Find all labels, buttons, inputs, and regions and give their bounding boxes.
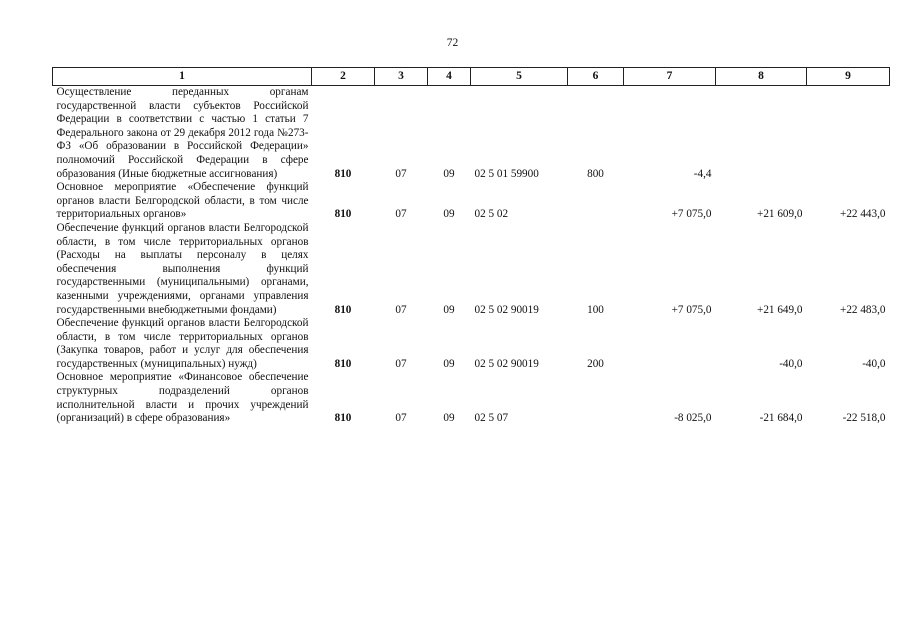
table-row xyxy=(53,86,890,182)
row-target: 02 5 02 xyxy=(474,208,509,221)
row-type: 100 xyxy=(587,303,604,316)
row-target: 02 5 07 xyxy=(474,412,509,425)
table-row xyxy=(53,222,890,317)
row-type xyxy=(568,371,624,425)
row-section: 07 xyxy=(395,167,407,180)
row-value-9: +22 483,0 xyxy=(840,303,886,316)
column-header-7: 7 xyxy=(624,68,716,86)
row-name: Обеспечение функций органов власти Белгородской области, в том числе территориальных органов (Расходы на выплаты персоналу в целях обеспечения выполнения функций государственными (муниципальными) органами, казенными учреждениями, органами управления государственными внебюджетными фондами) xyxy=(56,221,309,316)
row-section: 07 xyxy=(395,303,407,316)
row-value-8: +21 649,0 xyxy=(757,303,803,316)
row-subsection: 09 xyxy=(443,357,455,370)
row-code: 810 xyxy=(334,412,352,425)
row-value-7: +7 075,0 xyxy=(671,303,712,316)
row-value-7: -4,4 xyxy=(693,167,712,180)
column-header-1: 1 xyxy=(53,68,312,86)
row-code: 810 xyxy=(334,208,352,221)
row-section: 07 xyxy=(395,357,407,370)
budget-table xyxy=(52,67,890,426)
column-header-6: 6 xyxy=(568,68,624,86)
row-value-9: +22 443,0 xyxy=(840,208,886,221)
row-name: Основное мероприятие «Обеспечение функций органов власти Белгородской области, в том числе территориальных органов» xyxy=(56,181,309,221)
page-number: 72 xyxy=(446,37,459,49)
table-row xyxy=(53,181,890,222)
row-value-7: -8 025,0 xyxy=(674,412,712,425)
row-value-8: -21 684,0 xyxy=(759,412,803,425)
row-value-8: +21 609,0 xyxy=(757,208,803,221)
row-subsection: 09 xyxy=(443,208,455,221)
row-name: Обеспечение функций органов власти Белгородской области, в том числе территориальных органов (Закупка товаров, работ и услуг для обеспечения государственных (муниципальных) нужд) xyxy=(56,317,309,370)
row-name: Осуществление переданных органам государственной власти субъектов Российской Федерации в соответствии с частью 1 статьи 7 Федерального закона от 29 декабря 2012 года №273-ФЗ «Об образовании в Российской Федерации» полномочий Российской Федерации в сфере образования (Иные бюджетные ассигнования) xyxy=(56,86,309,180)
row-value-8: -40,0 xyxy=(779,357,803,370)
row-code: 810 xyxy=(334,357,352,370)
table-row xyxy=(53,371,890,425)
row-value-9: -40,0 xyxy=(862,357,886,370)
column-header-8: 8 xyxy=(716,68,807,86)
column-header-2: 2 xyxy=(312,68,375,86)
row-section: 07 xyxy=(395,208,407,221)
column-header-4: 4 xyxy=(428,68,471,86)
row-type: 800 xyxy=(587,167,604,180)
row-value-7 xyxy=(624,317,716,371)
column-header-9: 9 xyxy=(807,68,890,86)
row-value-9: -22 518,0 xyxy=(842,412,886,425)
row-subsection: 09 xyxy=(443,303,455,316)
row-target: 02 5 02 90019 xyxy=(474,303,539,316)
row-section: 07 xyxy=(395,412,407,425)
row-value-8 xyxy=(716,86,807,182)
row-value-7: +7 075,0 xyxy=(671,208,712,221)
table-row xyxy=(53,317,890,371)
row-subsection: 09 xyxy=(443,167,455,180)
row-code: 810 xyxy=(334,303,352,316)
row-code: 810 xyxy=(334,167,352,180)
row-subsection: 09 xyxy=(443,412,455,425)
column-header-3: 3 xyxy=(375,68,428,86)
column-header-5: 5 xyxy=(471,68,568,86)
row-value-9 xyxy=(807,86,890,182)
row-target: 02 5 02 90019 xyxy=(474,357,539,370)
row-target: 02 5 01 59900 xyxy=(474,167,539,180)
row-name: Основное мероприятие «Финансовое обеспечение структурных подразделений органов исполнительной власти и прочих учреждений (организаций) в сфере образования» xyxy=(56,371,309,425)
table-header-row xyxy=(53,68,890,86)
row-type xyxy=(568,181,624,222)
row-type: 200 xyxy=(587,357,604,370)
